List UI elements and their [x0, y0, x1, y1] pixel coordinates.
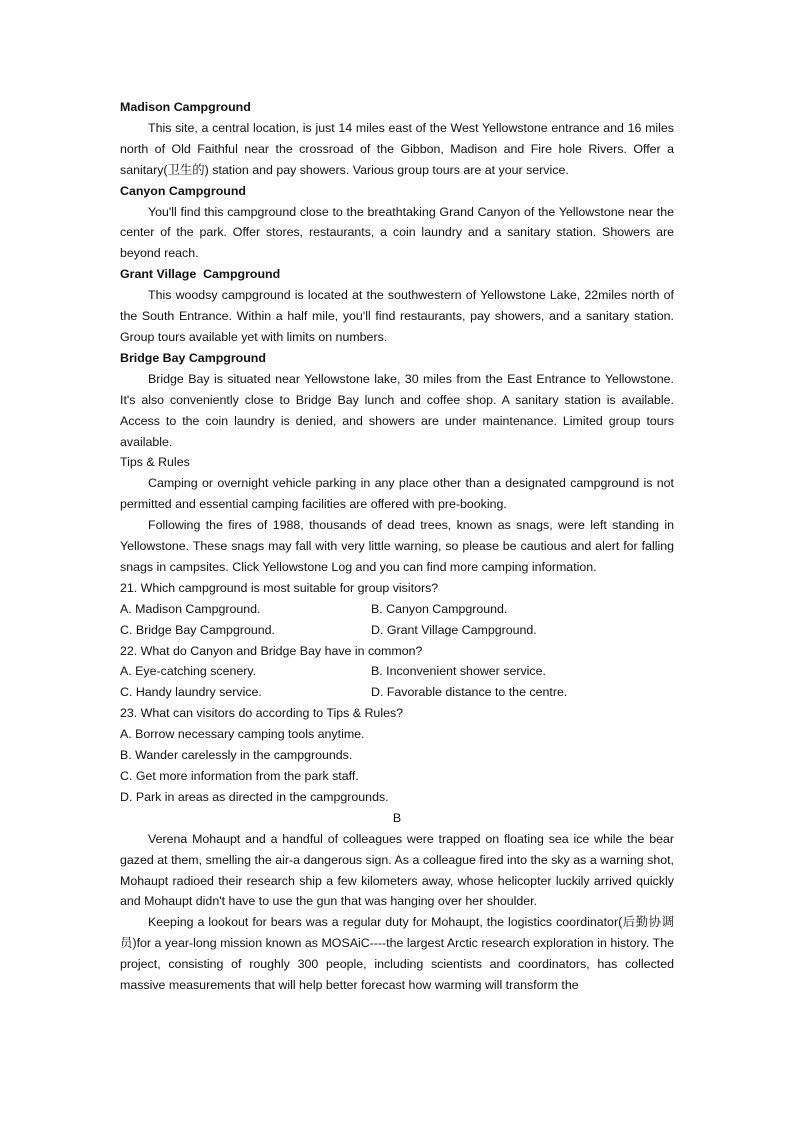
tips-paragraph: Following the fires of 1988, thousands of dead trees, known as snags, were left standing in Yellowstone. These snags may fall with very little warning, so please be cautious and alert for falling snags in campsites. Click Yellowstone Log and you can find more camping information.: [120, 518, 674, 574]
option-22a: A. Eye-catching scenery.: [120, 664, 257, 679]
option-23c: C. Get more information from the park staff.: [120, 769, 359, 783]
options-row: [120, 661, 674, 682]
option-21c: C. Bridge Bay Campground.: [120, 622, 275, 637]
canyon-text: You'll find this campground close to the breathtaking Grand Canyon of the Yellowstone near the center of the park. Offer stores, restaurants, a coin laundry and a sanitary station. Showers are beyond reach.: [120, 204, 674, 261]
question-22: 22. What do Canyon and Bridge Bay have in common?: [120, 643, 423, 658]
options-row: [120, 620, 674, 641]
option-22d: D. Favorable distance to the centre.: [371, 685, 568, 700]
section-b-label: B: [392, 810, 402, 825]
options-row: [120, 682, 674, 703]
question-23: 23. What can visitors do according to Tips & Rules?: [120, 706, 404, 721]
option-22c: C. Handy laundry service.: [120, 685, 262, 700]
option-23d: D. Park in areas as directed in the campgrounds.: [120, 789, 389, 804]
section-b-paragraph: Keeping a lookout for bears was a regular duty for Mohaupt, the logistics coordinator(后勤协调员)for a year-long mission known as MOSAiC----the largest Arctic research exploration in history. The project, consisting of roughly 300 people, including scientists and coordinators, has collected massive measurements that will help better forecast how warming will transform the: [120, 915, 674, 993]
option-21b: B. Canyon Campground.: [371, 601, 508, 616]
exam-page: [120, 97, 674, 996]
bridge-bay-text: Bridge Bay is situated near Yellowstone lake, 30 miles from the East Entrance to Yellowstone. It's also conveniently close to Bridge Bay lunch and coffee shop. A sanitary station is available. Access to the coin laundry is denied, and showers are under maintenance. Limited group tours available.: [120, 371, 674, 449]
canyon-heading: Canyon Campground: [120, 183, 246, 198]
tips-heading: Tips & Rules: [120, 455, 190, 470]
grant-village-text: This woodsy campground is located at the southwestern of Yellowstone Lake, 22miles north of the South Entrance. Within a half mile, you'll find restaurants, pay showers, and a sanitary station. Group tours available yet with limits on numbers.: [120, 288, 674, 344]
madison-heading: Madison Campground: [120, 100, 251, 114]
madison-text: This site, a central location, is just 14 miles east of the West Yellowstone entrance and 16 miles north of Old Faithful near the crossroad of the Gibbon, Madison and Fire hole Rivers. Offer a sanitary(卫生的) station and pay showers. Various group tours are at your service.: [120, 120, 674, 177]
option-23b: B. Wander carelessly in the campgrounds.: [120, 748, 353, 763]
option-22b: B. Inconvenient shower service.: [371, 664, 546, 679]
section-b-paragraph: Verena Mohaupt and a handful of colleagues were trapped on floating sea ice while the bear gazed at them, smelling the air-a dangerous sign. As a colleague fired into the sky as a warning shot, Mohaupt radioed their research ship a few kilometers away, whose helicopter luckily arrived quickly and Mohaupt didn't have to use the gun that was hanging over her shoulder.: [120, 831, 674, 909]
option-21a: A. Madison Campground.: [120, 601, 261, 616]
options-row: [120, 599, 674, 620]
grant-village-heading: Grant Village Campground: [120, 267, 281, 282]
option-23a: A. Borrow necessary camping tools anytime.: [120, 727, 365, 742]
bridge-bay-heading: Bridge Bay Campground: [120, 350, 266, 365]
option-21d: D. Grant Village Campground.: [371, 622, 537, 637]
question-21: 21. Which campground is most suitable for group visitors?: [120, 580, 439, 595]
tips-paragraph: Camping or overnight vehicle parking in any place other than a designated campground is not permitted and essential camping facilities are offered with pre-booking.: [120, 476, 674, 512]
